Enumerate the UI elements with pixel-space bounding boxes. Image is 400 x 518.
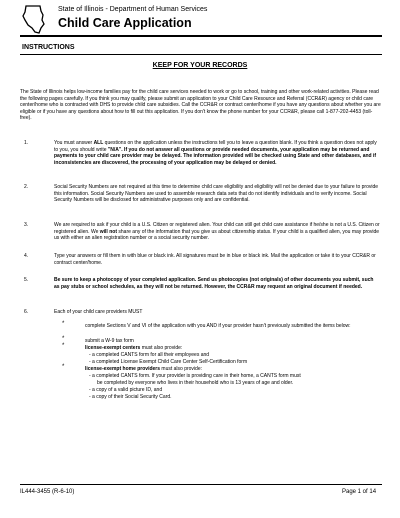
keep-records-heading: KEEP FOR YOUR RECORDS (152, 62, 248, 69)
instruction-item-2: Social Security Numbers are not required at this time to determine child care eligibility and eligibility will not be denied due to your failure to provide this information. Social Security Numbers are used to assemble research data sets that do not identify individuals and to verify income. Social Security Numbers will be disclosed for administrative purposes only and are confidential. (54, 184, 379, 204)
bullet-marker: * (62, 336, 65, 342)
item-number: 3. (24, 222, 29, 228)
form-id: IL444-3455 (R-6-10) (20, 489, 75, 495)
item-number: 2. (24, 184, 29, 190)
instruction-item-1: You must answer ALL questions on the application unless the instructions tell you to leave a question blank. If you think a question does not apply to you, you should write "N/A". If you do not answer all questions or provide needed documents, your application may be returned and payments to your child care provider may be delayed. The information provided will be checked using State and other databases, and if inconsistencies are discovered, the processing of your application may be delayed or denied. (54, 140, 377, 166)
item-number: 5. (24, 277, 29, 283)
footer-divider (20, 484, 382, 485)
instruction-item-3: We are required to ask if your child is a U.S. Citizen or registered alien. Your child can still get child care assistance if he/she is not a U.S. Citizen or registered alien. We will not share any of the information that you give us about citizenship status. If your child is a qualified alien, you may provide us with either an alien registration number or a social security number. (54, 222, 380, 242)
provider-subrequirement: - a completed CANTS form. If your provider is providing care in their home, a CANTS form must (89, 373, 301, 379)
illinois-state-outline-icon (20, 5, 47, 34)
provider-requirement: license-exempt centers must also provide: (85, 345, 183, 351)
item-number: 1. (24, 140, 29, 146)
section-heading: INSTRUCTIONS (22, 44, 75, 51)
agency-name: State of Illinois - Department of Human Services (58, 6, 208, 13)
bullet-marker: * (62, 343, 65, 349)
instruction-item-5: Be sure to keep a photocopy of your completed application. Send us photocopies (not originals) of other documents you submit, such as pay stubs or school schedules, as they will not be returned. However, the CCR&R may request an original document if needed. (54, 277, 374, 290)
provider-requirement: complete Sections V and VI of the application with you AND if your provider hasn't previously submitted the items below: (85, 323, 351, 329)
provider-requirement: license-exempt home providers must also provide: (85, 366, 202, 372)
provider-requirement: submit a W-9 tax form (85, 338, 134, 344)
page-number: Page 1 of 14 (342, 489, 377, 495)
provider-subrequirement: - a copy of their Social Security Card. (89, 394, 172, 400)
provider-subrequirement: - a copy of a valid picture ID, and (89, 387, 163, 393)
intro-paragraph: The State of Illinois helps low-income families pay for the child care services needed to work or go to school, training and other work-related activities. Please read the following pages carefully. If you think you may qualify, please submit an application to your Child Care Resource and Referral (CCR&R) agency or child care center/home who is contracted with DHS to provide child care subsidies. Call the CCR&R or contract center/home if you have any questions about whether you are eligible or if you have any questions about how to fill out this application. If you don't know the phone number for your CCR&R, please call 1-877-202-4453 (toll-free). (20, 89, 381, 122)
bullet-marker: * (62, 364, 65, 370)
instruction-item-6: Each of your child care providers MUST (54, 309, 143, 315)
instruction-item-4: Type your answers or fill them in with blue or black ink. All signatures must be in blue or black ink. Mail the application or take it to your CCR&R or contract center/home. (54, 253, 376, 266)
provider-subrequirement: - a completed License Exempt Child Care Center Self-Certification form (89, 359, 248, 365)
item-number: 6. (24, 309, 29, 315)
section-divider (20, 54, 382, 55)
page-title: Child Care Application (58, 16, 192, 30)
provider-subrequirement: be completed by everyone who lives in their household who is 13 years of age and older. (97, 380, 294, 386)
item-number: 4. (24, 253, 29, 259)
header-divider (20, 35, 382, 37)
bullet-marker: * (62, 321, 65, 327)
provider-subrequirement: - a completed CANTS form for all their employees and (89, 352, 210, 358)
